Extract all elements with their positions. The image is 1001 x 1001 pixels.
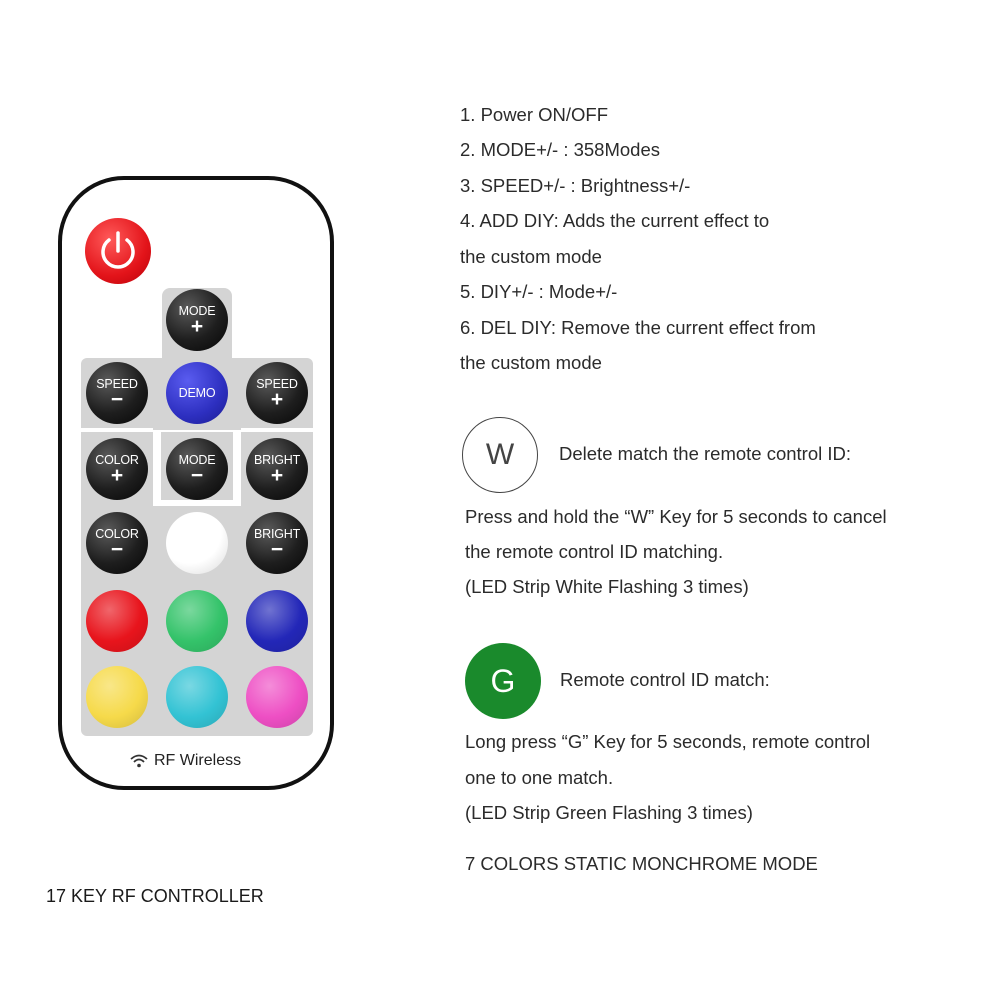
instruction-line: the custom mode (460, 246, 602, 267)
g-line: (LED Strip Green Flashing 3 times) (465, 802, 753, 823)
red-button[interactable] (86, 590, 148, 652)
color-plus-button[interactable] (86, 438, 148, 500)
speed-plus-button[interactable] (246, 362, 308, 424)
mode-plus-label: MODE (178, 303, 216, 318)
color-minus-label: COLOR (95, 526, 139, 541)
instruction-line: 2. MODE+/- : 358Modes (460, 139, 660, 160)
speed-minus-label: SPEED (96, 376, 138, 391)
w-line: the remote control ID matching. (465, 541, 724, 562)
power-icon (85, 218, 151, 284)
notch-right (233, 430, 241, 506)
cyan-button[interactable] (166, 666, 228, 728)
bright-minus-label: BRIGHT (253, 526, 301, 541)
instruction-line: the custom mode (460, 352, 602, 373)
mode-minus-button[interactable] (166, 438, 228, 500)
power-button[interactable] (85, 218, 151, 284)
blue-button[interactable] (246, 590, 308, 652)
plus-icon: + (270, 387, 284, 411)
instruction-line: 1. Power ON/OFF (460, 104, 609, 125)
plus-icon: + (110, 463, 124, 487)
minus-icon: − (110, 537, 124, 561)
w-key-letter: W (485, 438, 515, 471)
instruction-line: 4. ADD DIY: Adds the current effect to (460, 210, 770, 231)
mode-minus-label: MODE (178, 452, 216, 467)
plus-icon: + (190, 314, 204, 338)
speed-minus-button[interactable] (86, 362, 148, 424)
g-line: one to one match. (465, 767, 614, 788)
color-plus-label: COLOR (95, 452, 139, 467)
speed-plus-label: SPEED (256, 376, 298, 391)
w-line: (LED Strip White Flashing 3 times) (465, 576, 749, 597)
static-mode-text: 7 COLORS STATIC MONCHROME MODE (465, 853, 818, 874)
g-heading: Remote control ID match: (560, 669, 770, 690)
instruction-line: 6. DEL DIY: Remove the current effect from (460, 317, 816, 338)
pink-button[interactable] (246, 666, 308, 728)
rf-wireless-text: RF Wireless (154, 752, 242, 769)
rf-wireless-label (130, 750, 270, 772)
notch-top-r (241, 428, 313, 432)
plus-icon: + (270, 463, 284, 487)
wifi-icon (130, 754, 148, 768)
w-heading: Delete match the remote control ID: (559, 443, 852, 464)
notch-top (81, 428, 153, 432)
demo-label: DEMO (178, 385, 216, 400)
green-button[interactable] (166, 590, 228, 652)
g-key-icon (465, 643, 541, 719)
mode-plus-button[interactable] (166, 289, 228, 351)
white-button[interactable] (166, 512, 228, 574)
controller-caption: 17 KEY RF CONTROLLER (46, 886, 264, 906)
notch-left (153, 430, 161, 506)
instruction-line: 5. DIY+/- : Mode+/- (460, 281, 618, 302)
demo-button[interactable] (166, 362, 228, 424)
bright-plus-label: BRIGHT (253, 452, 301, 467)
yellow-button[interactable] (86, 666, 148, 728)
minus-icon: − (190, 463, 204, 487)
w-key-icon (462, 417, 538, 493)
color-minus-button[interactable] (86, 512, 148, 574)
bright-plus-button[interactable] (246, 438, 308, 500)
g-line: Long press “G” Key for 5 seconds, remote control (465, 731, 871, 752)
w-line: Press and hold the “W” Key for 5 seconds to cancel (465, 506, 887, 527)
g-key-letter: G (490, 662, 516, 699)
instruction-line: 3. SPEED+/- : Brightness+/- (460, 175, 691, 196)
minus-icon: − (110, 387, 124, 411)
bright-minus-button[interactable] (246, 512, 308, 574)
notch-bottom (153, 500, 241, 506)
minus-icon: − (270, 537, 284, 561)
